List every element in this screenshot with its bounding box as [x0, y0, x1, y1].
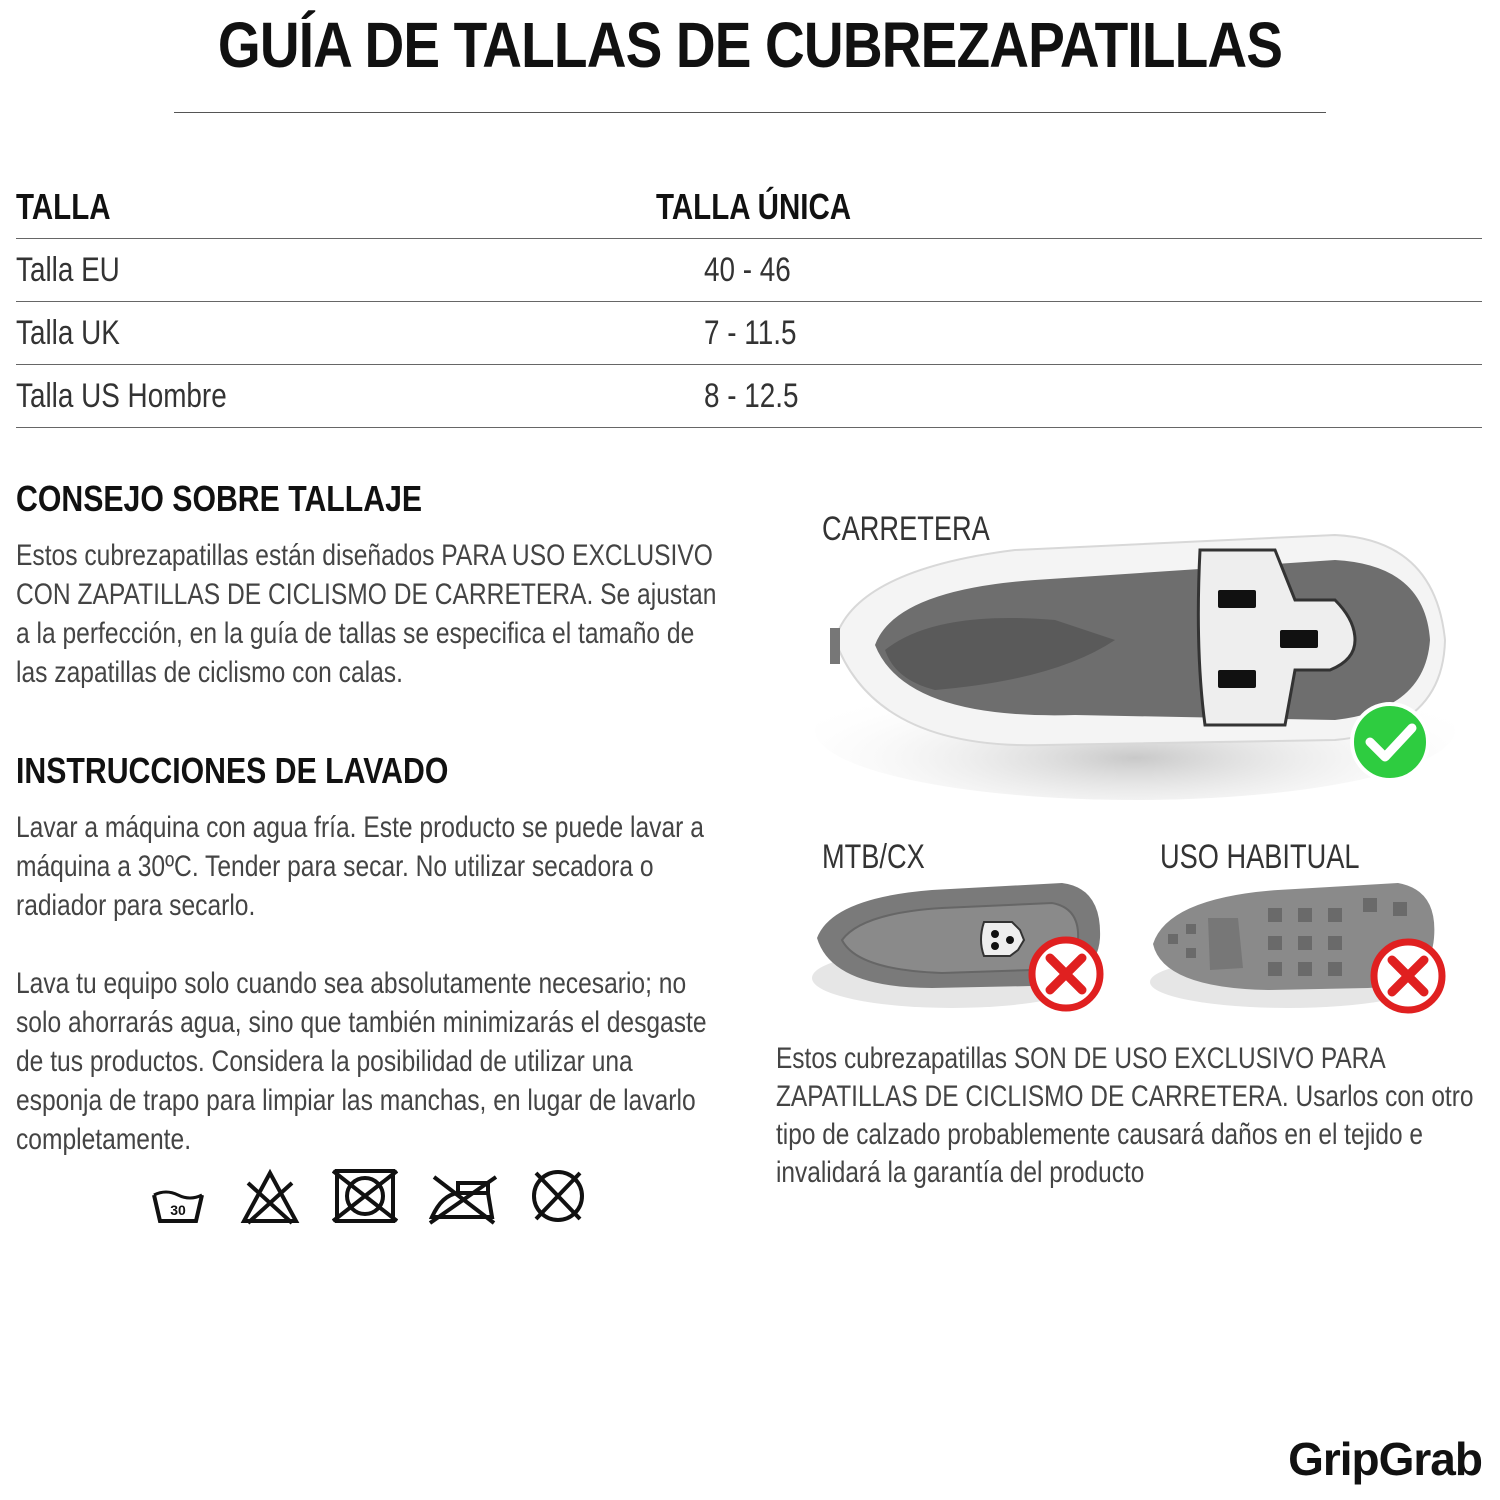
wash-text-2: Lava tu equipo solo cuando sea absolutamente necesario; no solo ahorrarás agua, sino que también minimizarás el desgaste de tus productos. Considera la posibilidad de utilizar una esponja de trapo para limpiar las manchas, en lugar de lavarlo completamente. — [16, 967, 707, 1156]
table-row — [16, 365, 1482, 428]
casual-shoe-label: USO HABITUAL — [1160, 838, 1360, 876]
table-row — [16, 302, 1482, 365]
no-tumble-dry-icon — [332, 1165, 398, 1227]
row-value: 8 - 12.5 — [704, 376, 799, 415]
mtb-shoe-image — [812, 878, 1112, 1018]
header-size-label: TALLA — [16, 186, 111, 227]
table-header-row — [16, 160, 1482, 239]
care-icons — [148, 1165, 598, 1235]
fit-advice-heading: CONSEJO SOBRE TALLAJE — [16, 478, 423, 519]
brand-logo: GripGrab — [1288, 1433, 1482, 1485]
no-dry-clean-icon — [528, 1165, 588, 1227]
row-value: 40 - 46 — [704, 250, 791, 289]
road-shoe-image — [815, 530, 1455, 800]
row-label: Talla EU — [16, 250, 120, 289]
check-icon — [1352, 704, 1428, 780]
no-bleach-icon — [240, 1165, 300, 1227]
svg-text:30: 30 — [170, 1202, 186, 1218]
wash-30-icon — [148, 1165, 208, 1227]
header-size-value: TALLA ÚNICA — [656, 186, 852, 227]
cross-icon — [1374, 942, 1442, 1010]
size-table — [16, 160, 1482, 428]
row-value: 7 - 11.5 — [704, 313, 797, 352]
table-row — [16, 239, 1482, 302]
compatibility-note: Estos cubrezapatillas SON DE USO EXCLUSIVO PARA ZAPATILLAS DE CICLISMO DE CARRETERA. Usarlos con otro tipo de calzado probablemente causará daños en el tejido e invalidará la garantía del producto — [776, 1042, 1474, 1189]
road-shoe-label: CARRETERA — [822, 510, 990, 548]
mtb-shoe-label: MTB/CX — [822, 838, 925, 876]
cross-icon — [1032, 940, 1100, 1008]
wash-heading: INSTRUCCIONES DE LAVADO — [16, 750, 449, 791]
fit-advice-text: Estos cubrezapatillas están diseñados PARA USO EXCLUSIVO CON ZAPATILLAS DE CICLISMO DE CARRETERA. Se ajustan a la perfección, en la guía de tallas se especifica el tamaño de las zapatillas de ciclismo con calas. — [16, 539, 717, 689]
page-title: GUÍA DE TALLAS DE CUBREZAPATILLAS — [217, 9, 1283, 81]
no-iron-icon — [428, 1165, 498, 1227]
title-divider — [174, 112, 1326, 113]
wash-text-1: Lavar a máquina con agua fría. Este producto se puede lavar a máquina a 30ºC. Tender para secar. No utilizar secadora o radiador para secarlo. — [16, 811, 704, 922]
casual-shoe-image — [1148, 878, 1448, 1018]
row-label: Talla UK — [16, 313, 120, 352]
row-label: Talla US Hombre — [16, 376, 227, 415]
